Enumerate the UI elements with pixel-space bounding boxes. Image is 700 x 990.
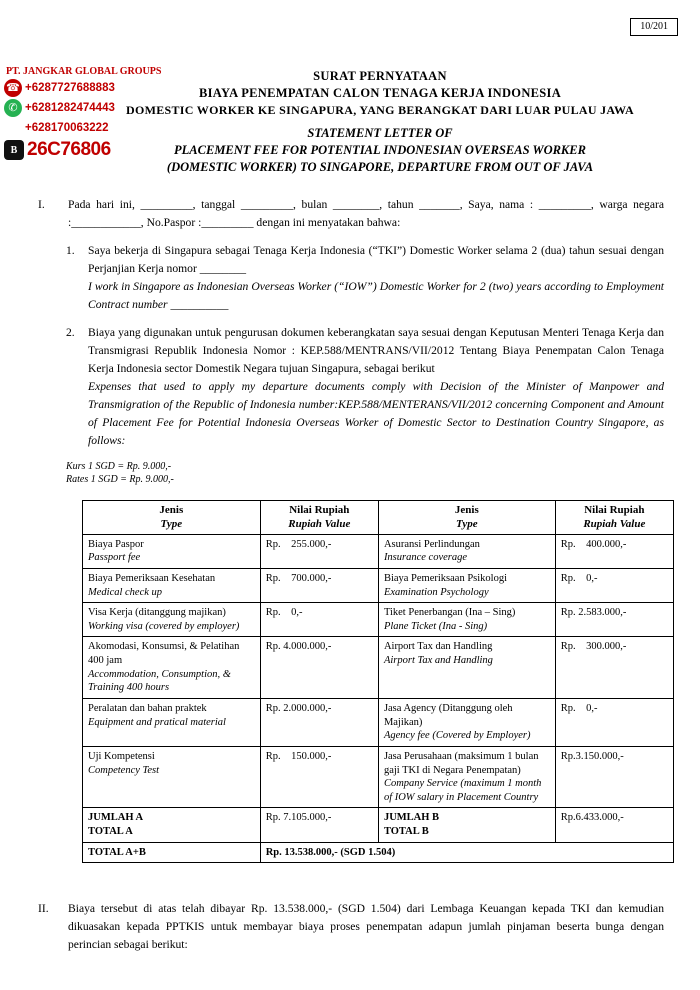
cell-type-b-en: Company Service (maximum 1 month of IOW salary in Placement Country — [383, 778, 542, 803]
header-value-a-en: Rupiah Value — [288, 518, 351, 531]
section-1-intro: Pada hari ini, _________, tanggal _________, bulan ________, tahun _______, Saya, nama : _________, warga negara :____________, No.Paspor :_________ dengan ini menyatakan bahwa: — [68, 198, 664, 229]
header-type-b-id: Jenis — [454, 504, 479, 516]
section-1-items — [38, 242, 664, 450]
cell-type-a-id: Peralatan dan bahan praktek — [88, 703, 207, 714]
table-row — [83, 534, 674, 568]
heading-line-4: STATEMENT LETTER OF — [307, 125, 453, 140]
table-row — [83, 746, 674, 808]
cell-type-b — [378, 568, 555, 602]
cell-value-a: Rp. 255.000,- — [260, 534, 378, 568]
grand-total-label: TOTAL A+B — [83, 842, 261, 863]
whatsapp-number-2: +628170063222 — [25, 121, 109, 134]
exchange-rate-note — [66, 460, 664, 487]
total-a-label — [83, 808, 261, 842]
rate-line-en: Rates 1 SGD = Rp. 9.000,- — [66, 474, 174, 486]
cell-type-b-id: Asuransi Perlindungan — [383, 538, 480, 550]
list-item — [66, 242, 664, 314]
header-value-b — [555, 501, 673, 535]
header-value-b-en: Rupiah Value — [583, 518, 646, 531]
header-value-b-id: Nilai Rupiah — [584, 504, 645, 516]
cell-type-a-en: Competency Test — [88, 764, 160, 776]
table-row — [83, 637, 674, 699]
cell-value-a: Rp. 700.000,- — [260, 568, 378, 602]
cell-value-b: Rp. 400.000,- — [555, 534, 673, 568]
cell-type-a — [83, 637, 261, 699]
list-item-body — [88, 324, 664, 450]
cell-type-a-id: Akomodasi, Konsumsi, & Pelatihan 400 jam — [88, 641, 240, 667]
company-name: PT. JANGKAR GLOBAL GROUPS — [6, 66, 162, 77]
phone-number: +6287727688883 — [25, 81, 115, 94]
cell-type-b-en: Insurance coverage — [383, 552, 468, 564]
bbm-pin: 26C76806 — [27, 139, 111, 160]
cell-type-b-en: Examination Psychology — [383, 586, 489, 598]
table-total-row — [83, 808, 674, 842]
list-item-label: 2. — [66, 325, 75, 339]
cell-value-a: Rp. 2.000.000,- — [260, 699, 378, 747]
cell-value-a: Rp. 0,- — [260, 603, 378, 637]
header-value-a — [260, 501, 378, 535]
cell-type-a-en: Accommodation, Consumption, & Training 400 hours — [88, 668, 231, 694]
header-value-a-id: Nilai Rupiah — [289, 504, 350, 516]
cell-value-b: Rp. 0,- — [555, 568, 673, 602]
placement-fee-table — [82, 500, 674, 863]
cell-value-a: Rp. 150.000,- — [260, 746, 378, 808]
cell-type-a-id: Uji Kompetensi — [88, 750, 155, 762]
table-row — [83, 568, 674, 602]
cell-type-a — [83, 603, 261, 637]
document-body — [38, 196, 664, 487]
cell-type-a-id: Visa Kerja (ditanggung majikan) — [88, 607, 226, 619]
document-heading — [120, 68, 640, 176]
heading-line-3: DOMESTIC WORKER KE SINGAPURA, YANG BERANGKAT DARI LUAR PULAU JAWA — [125, 102, 634, 117]
total-a-label-id: JUMLAH A — [88, 812, 144, 824]
cell-type-a-en: Working visa (covered by employer) — [88, 620, 240, 632]
cell-type-a — [83, 568, 261, 602]
list-item-label: 1. — [66, 243, 75, 257]
total-b-label — [378, 808, 555, 842]
cell-type-a-en: Passport fee — [88, 552, 141, 564]
cell-type-b — [378, 699, 555, 747]
cell-value-a: Rp. 4.000.000,- — [260, 637, 378, 699]
header-type-a-en: Type — [160, 518, 183, 531]
section-2-numeral: II. — [38, 902, 49, 915]
list-item-text-en: I work in Singapore as Indonesian Overseas Worker (“IOW”) Domestic Worker for 2 (two) years according to Employment Contract number __________ — [88, 279, 664, 311]
whatsapp-icon: ✆ — [4, 99, 22, 117]
total-a-value: Rp. 7.105.000,- — [260, 808, 378, 842]
cell-type-a — [83, 534, 261, 568]
header-type-a — [83, 501, 261, 535]
phone-icon: ☎ — [4, 79, 22, 97]
cell-type-b-id: Jasa Agency (Ditanggung oleh Majikan) — [383, 703, 513, 728]
whatsapp-number-1: +6281282474443 — [25, 101, 115, 114]
page-number-badge: 10/201 — [630, 18, 678, 36]
total-b-label-en: TOTAL B — [383, 826, 429, 838]
list-item-text-id: Saya bekerja di Singapura sebagai Tenaga Kerja Indonesia (“TKI”) Domestic Worker selama 2 (dua) tahun sesuai dengan Perjanjian Kerja nomor ________ — [88, 243, 664, 275]
heading-line-6: (DOMESTIC WORKER) TO SINGAPORE, DEPARTURE FROM OUT OF JAVA — [166, 159, 594, 174]
heading-line-1: SURAT PERNYATAAN — [313, 69, 447, 83]
cell-value-b: Rp. 2.583.000,- — [555, 603, 673, 637]
blackberry-messenger-icon: B — [4, 140, 24, 160]
header-type-a-id: Jenis — [159, 504, 184, 516]
rate-line-id: Kurs 1 SGD = Rp. 9.000,- — [66, 460, 172, 472]
cell-type-a-en: Equipment and pratical material — [88, 716, 226, 728]
section-1 — [38, 196, 664, 232]
cell-type-b-id: Airport Tax dan Handling — [383, 641, 493, 653]
list-item-text-en: Expenses that used to apply my departure documents comply with Decision of the Minister of Manpower and Transmigration of the Republic of Indonesia number:KEP.588/MENTERANS/VII/2012 concerning Component and Amount of Placement Fee for Potential Indonesia Overseas Worker of Domestic Sector to Destination Country Singapore, as follows: — [88, 379, 664, 447]
total-a-label-en: TOTAL A — [88, 826, 133, 838]
heading-line-2: BIAYA PENEMPATAN CALON TENAGA KERJA INDONESIA — [198, 85, 562, 100]
header-type-b — [378, 501, 555, 535]
header-type-b-en: Type — [456, 518, 478, 531]
table-grand-total-row — [83, 842, 674, 863]
list-item-body — [88, 242, 664, 314]
cell-type-a-id: Biaya Pemeriksaan Kesehatan — [88, 572, 216, 584]
cell-value-b: Rp.3.150.000,- — [555, 746, 673, 808]
section-1-numeral: I. — [38, 198, 45, 211]
cell-type-b — [378, 637, 555, 699]
list-item-text-id: Biaya yang digunakan untuk pengurusan dokumen keberangkatan saya sesuai dengan Keputusan Menteri Tenaga Kerja dan Transmigrasi Republik Indonesia Nomor : KEP.588/MENTRANS/VII/2012 Tentang Biaya Penempatan Calon Tenaga Kerja Indonesia sector Domestik Negara tujuan Singapura, sebagai berikut — [88, 325, 664, 375]
cell-type-b-id: Jasa Perusahaan (maksimum 1 bulan gaji TKI di Negara Penempatan) — [383, 750, 539, 776]
table-row — [83, 699, 674, 747]
cell-type-a — [83, 746, 261, 808]
list-item — [66, 324, 664, 450]
cell-type-b-id: Tiket Penerbangan (Ina – Sing) — [383, 607, 516, 619]
cell-type-b — [378, 534, 555, 568]
cell-type-b-en: Airport Tax and Handling — [383, 655, 493, 667]
section-2-text: Biaya tersebut di atas telah dibayar Rp. 13.538.000,- (SGD 1.504) dari Lembaga Keuangan kepada TKI dan kemudian dikuasakan kepada PPTKIS untuk membayar biaya proses penempatan adapun jumlah pinjaman beserta bunga dengan perincian sebagai berikut: — [68, 902, 664, 951]
cell-type-a-id: Biaya Paspor — [88, 538, 144, 550]
cell-value-b: Rp. 300.000,- — [555, 637, 673, 699]
section-2 — [38, 900, 664, 956]
table-row — [83, 603, 674, 637]
total-b-value: Rp.6.433.000,- — [555, 808, 673, 842]
cell-type-a-en: Medical check up — [88, 586, 163, 598]
cell-type-a — [83, 699, 261, 747]
heading-line-5: PLACEMENT FEE FOR POTENTIAL INDONESIAN OVERSEAS WORKER — [174, 142, 586, 157]
table-header-row — [83, 501, 674, 535]
cell-type-b-en: Plane Ticket (Ina - Sing) — [383, 620, 488, 632]
cell-type-b-en: Agency fee (Covered by Employer) — [383, 730, 531, 742]
grand-total-value: Rp. 13.538.000,- (SGD 1.504) — [260, 842, 673, 863]
cell-value-b: Rp. 0,- — [555, 699, 673, 747]
cell-type-b — [378, 603, 555, 637]
total-b-label-id: JUMLAH B — [383, 812, 440, 824]
cell-type-b — [378, 746, 555, 808]
cell-type-b-id: Biaya Pemeriksaan Psikologi — [383, 572, 508, 584]
